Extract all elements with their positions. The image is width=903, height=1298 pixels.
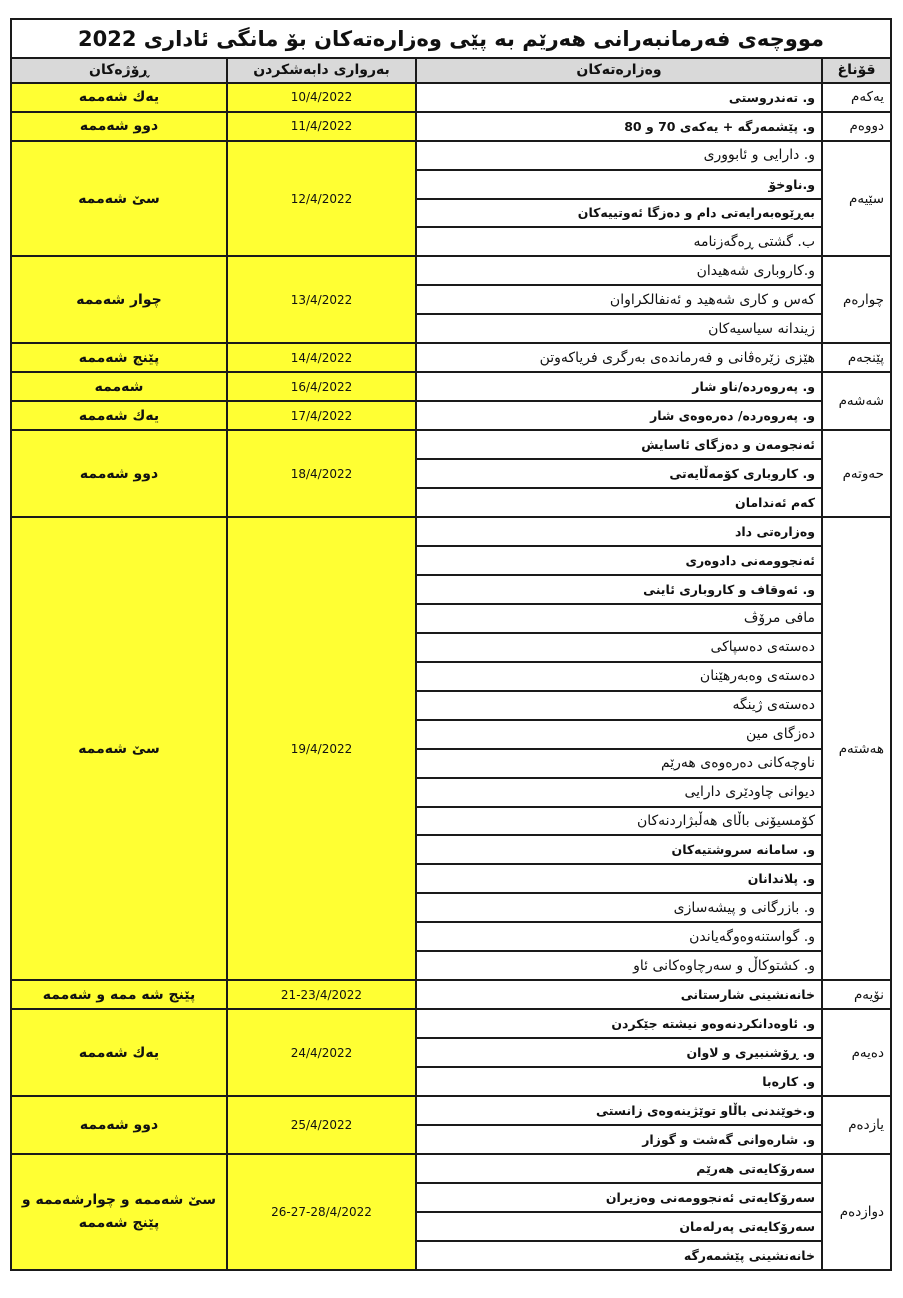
weekday-cell: سێ شەممە و چوارشەممە و پێنج شەممە xyxy=(11,1154,227,1270)
distribution-date-cell: 11/4/2022 xyxy=(227,112,416,141)
ministry-cell: ئەنجوومەنی دادوەری xyxy=(416,546,822,575)
ministry-cell: دەستەی وەبەرهێنان xyxy=(416,662,822,691)
ministry-cell: و. دارایی و ئابووری xyxy=(416,141,822,170)
ministry-cell: مافی مرۆڤ xyxy=(416,604,822,633)
salary-schedule-table xyxy=(10,18,892,1271)
ministry-cell: دەستەی دەسپاکی xyxy=(416,633,822,662)
ministry-cell: و. گواستنەوەوگەیاندن xyxy=(416,922,822,951)
weekday-cell: شەممە xyxy=(11,372,227,401)
weekday-cell: یەك شەممە xyxy=(11,1009,227,1096)
weekday-cell: دوو شەممە xyxy=(11,1096,227,1154)
distribution-date-cell: 13/4/2022 xyxy=(227,256,416,343)
distribution-date-cell: 17/4/2022 xyxy=(227,401,416,430)
ministry-cell: زیندانە سیاسیەکان xyxy=(416,314,822,343)
ministry-cell: و. بازرگانی و پیشەسازی xyxy=(416,893,822,922)
ministry-cell: ئەنجومەن و دەزگای ئاسایش xyxy=(416,430,822,459)
stage-cell: یەکەم xyxy=(822,83,891,112)
stage-cell: دوازدەم xyxy=(822,1154,891,1270)
stage-cell: حەوتەم xyxy=(822,430,891,517)
ministry-cell: ب. گشتی ڕەگەزنامە xyxy=(416,227,822,256)
ministry-cell: و. سامانە سروشتیەکان xyxy=(416,835,822,864)
weekday-cell: دوو شەممە xyxy=(11,112,227,141)
ministry-cell: کەس و کاری شەهید و ئەنفالکراوان xyxy=(416,285,822,314)
ministry-cell: بەڕێوەبەرایەتی دام و دەزگا ئەوتییەکان xyxy=(416,199,822,228)
ministry-cell: و.ناوخۆ xyxy=(416,170,822,199)
stage-cell: دەیەم xyxy=(822,1009,891,1096)
weekday-cell: دوو شەممە xyxy=(11,430,227,517)
ministry-cell: هێزی زێرەڤانی و فەرمانده‌ی بەرگری فریاکەوتن xyxy=(416,343,822,372)
schedule-row xyxy=(11,980,891,1009)
ministry-cell: و. تەندروستی xyxy=(416,83,822,112)
stage-cell: شەشەم xyxy=(822,372,891,430)
weekday-cell: پێنج شە ممە و شەممە xyxy=(11,980,227,1009)
ministry-cell: و. پەروەردە/ناو شار xyxy=(416,372,822,401)
stage-cell: سێیەم xyxy=(822,141,891,257)
header-ministries: وەزارەتەکان xyxy=(416,58,822,83)
schedule-row xyxy=(11,401,891,430)
ministry-cell: سەرۆکایەتی ئەنجوومەنی وەزیران xyxy=(416,1183,822,1212)
weekday-cell: چوار شەممە xyxy=(11,256,227,343)
weekday-cell: سێ شەممە xyxy=(11,141,227,257)
schedule-row xyxy=(11,1096,891,1125)
stage-cell: پێنجەم xyxy=(822,343,891,372)
schedule-row xyxy=(11,1154,891,1183)
header-stage: قۆناغ xyxy=(822,58,891,83)
distribution-date-cell: 14/4/2022 xyxy=(227,343,416,372)
distribution-date-cell: 12/4/2022 xyxy=(227,141,416,257)
schedule-row xyxy=(11,112,891,141)
weekday-cell: یەك شەممە xyxy=(11,401,227,430)
ministry-cell: و.کاروباری شەهیدان xyxy=(416,256,822,285)
schedule-row xyxy=(11,83,891,112)
stage-cell: هەشتەم xyxy=(822,517,891,980)
ministry-cell: دەزگای مین xyxy=(416,720,822,749)
schedule-row xyxy=(11,141,891,170)
weekday-cell: یەك شەممە xyxy=(11,83,227,112)
ministry-cell: و. پلاندانان xyxy=(416,864,822,893)
weekday-cell: پێنج شەممە xyxy=(11,343,227,372)
ministry-cell: کەم ئەندامان xyxy=(416,488,822,517)
ministry-cell: و. پەروەردە/ دەرەوەی شار xyxy=(416,401,822,430)
distribution-date-cell: 21-23/4/2022 xyxy=(227,980,416,1009)
stage-cell: چوارەم xyxy=(822,256,891,343)
stage-cell: دووەم xyxy=(822,112,891,141)
ministry-cell: سەرۆکایەتی هەرێم xyxy=(416,1154,822,1183)
ministry-cell: و. کاروباری کۆمەڵایەتی xyxy=(416,459,822,488)
schedule-row xyxy=(11,1009,891,1038)
distribution-date-cell: 24/4/2022 xyxy=(227,1009,416,1096)
ministry-cell: ناوچەکانی دەرەوەی هەرێم xyxy=(416,749,822,778)
ministry-cell: دەستەی ژینگە xyxy=(416,691,822,720)
schedule-row xyxy=(11,517,891,546)
page-title: مووچەی فەرمانبەرانی هەرێم بە پێی وەزارەتەکان بۆ مانگی ئاداری 2022 xyxy=(11,19,891,58)
ministry-cell: وەزارەتی داد xyxy=(416,517,822,546)
ministry-cell: دیوانی چاودێری دارایی xyxy=(416,778,822,807)
distribution-date-cell: 19/4/2022 xyxy=(227,517,416,980)
distribution-date-cell: 16/4/2022 xyxy=(227,372,416,401)
schedule-row xyxy=(11,343,891,372)
header-row xyxy=(11,58,891,83)
schedule-row xyxy=(11,256,891,285)
header-day: ڕۆژەکان xyxy=(11,58,227,83)
distribution-date-cell: 10/4/2022 xyxy=(227,83,416,112)
distribution-date-cell: 18/4/2022 xyxy=(227,430,416,517)
ministry-cell: سەرۆکایەتی پەرلەمان xyxy=(416,1212,822,1241)
ministry-cell: و. کارەبا xyxy=(416,1067,822,1096)
ministry-cell: و. شارەوانی گەشت و گوزار xyxy=(416,1125,822,1154)
ministry-cell: کۆمسیۆنی باڵای هەڵبژاردنەکان xyxy=(416,807,822,836)
schedule-row xyxy=(11,372,891,401)
schedule-row xyxy=(11,430,891,459)
ministry-cell: و. ئاوەدانکردنەوەو نیشتە جێکردن xyxy=(416,1009,822,1038)
ministry-cell: خانەنشینی شارستانی xyxy=(416,980,822,1009)
ministry-cell: خانەنشینی پێشمەرگە xyxy=(416,1241,822,1270)
schedule-sheet xyxy=(10,18,890,1271)
stage-cell: یازدەم xyxy=(822,1096,891,1154)
ministry-cell: و. ڕۆشنبیری و لاوان xyxy=(416,1038,822,1067)
ministry-cell: و. پێشمەرگە + یەکەی 70 و 80 xyxy=(416,112,822,141)
ministry-cell: و. ئەوقاف و کاروباری ئاینی xyxy=(416,575,822,604)
distribution-date-cell: 25/4/2022 xyxy=(227,1096,416,1154)
ministry-cell: و. کشتوکاڵ و سەرچاوەکانی ئاو xyxy=(416,951,822,980)
header-date: بەرواری دابەشکردن xyxy=(227,58,416,83)
distribution-date-cell: 26-27-28/4/2022 xyxy=(227,1154,416,1270)
weekday-cell: سێ شەممە xyxy=(11,517,227,980)
ministry-cell: و.خوێندنی باڵاو توێژینەوەی زانستی xyxy=(416,1096,822,1125)
stage-cell: نۆیەم xyxy=(822,980,891,1009)
title-row xyxy=(11,19,891,58)
